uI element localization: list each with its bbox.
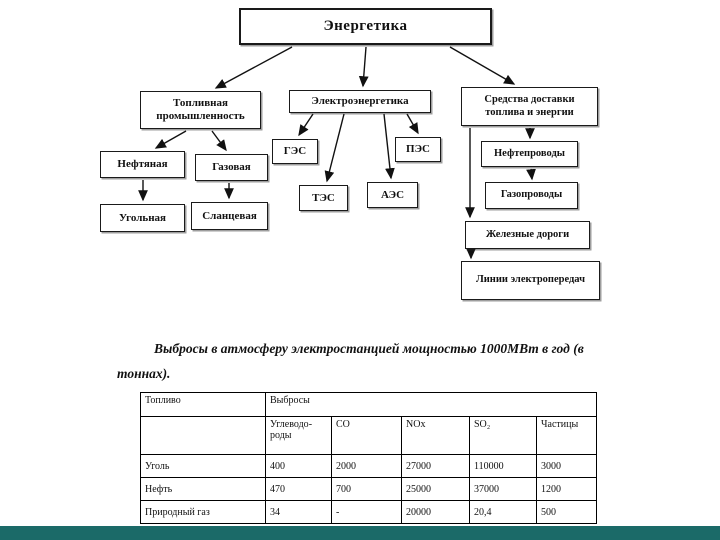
emissions-table (140, 392, 597, 524)
cell-value: 20,4 (470, 501, 537, 524)
diagram-box-railways: Железные дороги (465, 221, 590, 249)
diagram-box-pes: ПЭС (395, 137, 441, 162)
diagram-box-energetika: Энергетика (239, 8, 492, 45)
cell-value: 37000 (470, 478, 537, 501)
subheader-hydrocarbons: Углеводороды (266, 417, 332, 455)
diagram-box-tes: ТЭС (299, 185, 348, 211)
subheader-empty (141, 417, 266, 455)
diagram-box-shale: Сланцевая (191, 202, 268, 230)
cell-fuel: Нефть (141, 478, 266, 501)
cell-value: 700 (332, 478, 402, 501)
cell-fuel: Природный газ (141, 501, 266, 524)
diagram-box-ges: ГЭС (272, 139, 318, 164)
cell-value: 470 (266, 478, 332, 501)
cell-value: 2000 (332, 455, 402, 478)
diagram-box-oil: Нефтяная (100, 151, 185, 178)
cell-value: 34 (266, 501, 332, 524)
cell-value: 400 (266, 455, 332, 478)
col-header-emissions: Выбросы (266, 393, 597, 417)
subheader-so2: SO₂ (470, 417, 537, 455)
cell-value: 27000 (402, 455, 470, 478)
table-row-coal (141, 455, 597, 478)
diagram-box-fuel-industry: Топливная промышленность (140, 91, 261, 129)
col-header-fuel: Топливо (141, 393, 266, 417)
table-row-natural-gas (141, 501, 597, 524)
cell-value: 110000 (470, 455, 537, 478)
table-header-row (141, 393, 597, 417)
cell-value: 3000 (537, 455, 597, 478)
cell-value: - (332, 501, 402, 524)
diagram-box-oil-pipelines: Нефтепроводы (481, 141, 578, 167)
cell-value: 25000 (402, 478, 470, 501)
subheader-particles: Частицы (537, 417, 597, 455)
table-title: Выбросы в атмосферу электростанцией мощностью 1000МВт в год (в тоннах). (117, 341, 584, 381)
table-subheader-row (141, 417, 597, 455)
cell-value: 20000 (402, 501, 470, 524)
diagram-box-delivery: Средства доставки топлива и энергии (461, 87, 598, 126)
slide-footer-bar (0, 526, 720, 540)
diagram-box-power-lines: Линии электропередач (461, 261, 600, 300)
subheader-co: СО (332, 417, 402, 455)
cell-value: 1200 (537, 478, 597, 501)
diagram-box-aes: АЭС (367, 182, 418, 208)
cell-fuel: Уголь (141, 455, 266, 478)
cell-value: 500 (537, 501, 597, 524)
diagram-box-gas: Газовая (195, 154, 268, 181)
diagram-box-coal: Угольная (100, 204, 185, 232)
diagram-box-gas-pipelines: Газопроводы (485, 182, 578, 209)
table-row-oil (141, 478, 597, 501)
diagram-box-electro-energy: Электроэнергетика (289, 90, 431, 113)
subheader-nox: NOx (402, 417, 470, 455)
